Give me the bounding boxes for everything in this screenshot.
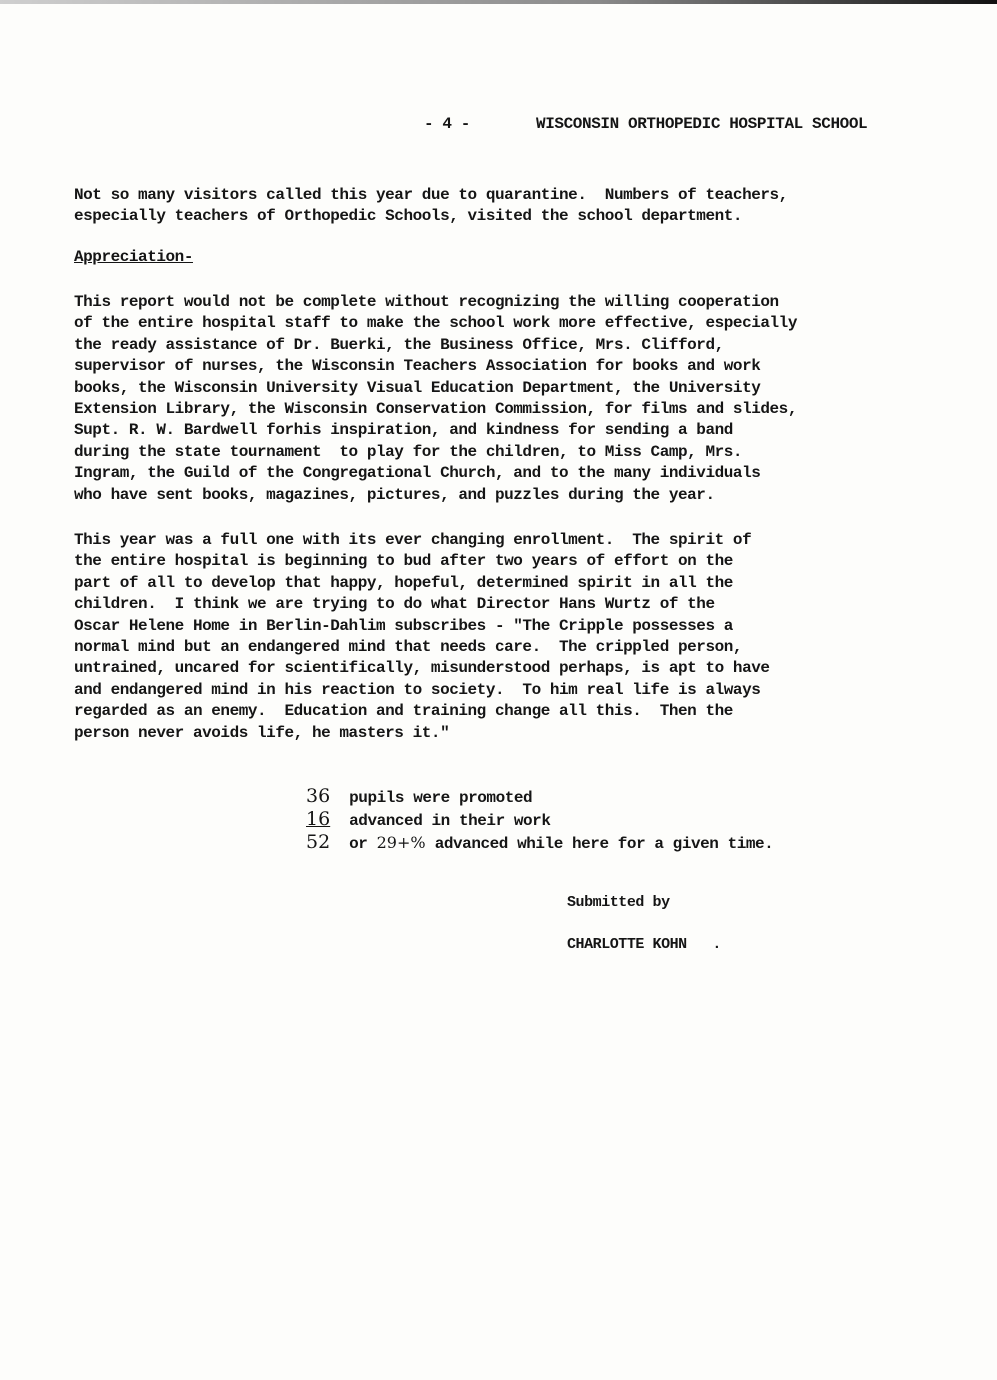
stat-number: 52 [306,831,331,853]
scan-edge [0,0,997,4]
closing-paragraph: This year was a full one with its ever changing enrollment. The spirit of the entire hospital is beginning to bud after two years of effort on the part of all to develop that happy, hopeful, determined spirit in all the children. I think we are trying to do what Director Hans Wurtz of the Oscar Helene Home in Berlin-Dahlim subscribes - "The Cripple possesses a normal mind but an endangered mind that needs care. The crippled person, untrained, uncared for scientifically, misunderstood perhaps, is apt to have and endangered mind in his reaction to society. To him real life is always regarded as an enemy. Education and training change all this. Then the person never avoids life, he masters it." [74,531,770,742]
stat-text-after: advanced while here for a given time. [425,835,774,853]
stat-number: 16 [306,808,331,830]
visitors-paragraph: Not so many visitors called this year due to quarantine. Numbers of teachers, especially teachers of Orthopedic Schools, visited the school department. [74,186,788,226]
stat-row-total [306,832,773,855]
author-name: CHARLOTTE KOHN [567,936,687,953]
institution-name: WISCONSIN ORTHOPEDIC HOSPITAL SCHOOL [536,115,868,133]
stat-text: pupils were promoted [340,789,533,807]
page-number: - 4 - [424,115,471,133]
appreciation-paragraph: This report would not be complete without recognizing the willing cooperation of the entire hospital staff to make the school work more effective, especially the ready assistance of Dr. Buerki, the Business Office, Mrs. Clifford, supervisor of nurses, the Wisconsin Teachers Association for books and work books, the Wisconsin University Visual Education Department, the University Extension Library, the Wisconsin Conservation Commission, for films and slides, Supt. R. W. Bardwell forhis inspiration, and kindness for sending a band during the state tournament to play for the children, to Miss Camp, Mrs. Ingram, the Guild of the Congregational Church, and to the many individuals who have sent books, magazines, pictures, and puzzles during the year. [74,293,797,504]
page-header [424,115,944,133]
stat-number: 36 [306,785,331,807]
stat-text: advanced in their work [340,812,551,830]
signature-block [567,936,721,953]
submitted-by-label: Submitted by [567,894,670,911]
stat-row-promoted [306,786,773,809]
appreciation-heading: Appreciation- [74,248,193,266]
stat-text: or [340,835,377,853]
trailing-mark: . [712,936,721,953]
stat-row-advanced [306,809,773,832]
promotion-stats [306,786,773,855]
stat-percent: 29+% [376,833,426,852]
